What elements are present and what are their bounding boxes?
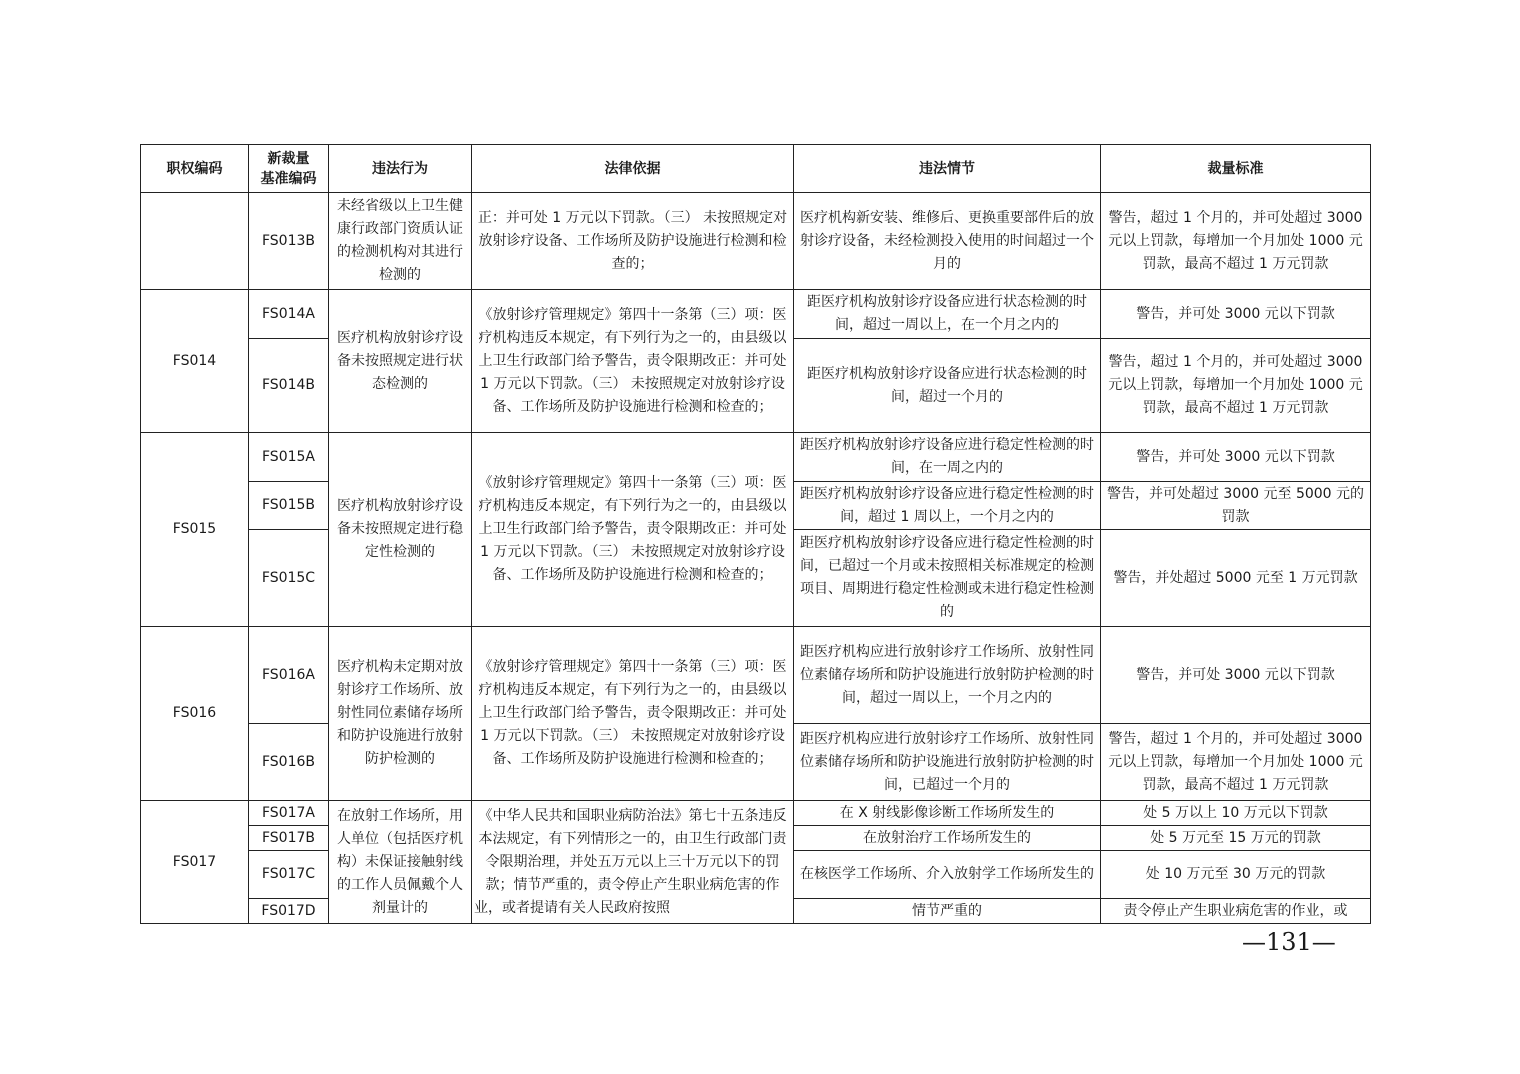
discretion-standard-table: [140, 144, 1371, 924]
page-number: —131—: [1242, 928, 1336, 956]
standard-cell: 警告，并可处 3000 元以下罚款: [1101, 433, 1371, 482]
legal-basis-cell: 《中华人民共和国职业病防治法》第七十五条违反本法规定，有下列情形之一的，由卫生行政部门责令限期治理，并处五万元以上三十万元以下的罚款；情节严重的，责令停止产生职业病危害的作业，或者提请有关人民政府按照: [472, 801, 794, 924]
circumstance-cell: 距医疗机构应进行放射诊疗工作场所、放射性同位素储存场所和防护设施进行放射防护检测的时间，超过一周以上，一个月之内的: [794, 627, 1101, 724]
legal-basis-cell: 《放射诊疗管理规定》第四十一条第（三）项：医疗机构违反本规定，有下列行为之一的，由县级以上卫生行政部门给予警告，责令限期改正：并可处 1 万元以下罚款。（三） 未按照规定对放射诊疗设备、工作场所及防护设施进行检测和检查的；: [472, 627, 794, 801]
standard-cell: 警告，超过 1 个月的，并可处超过 3000 元以上罚款，每增加一个月加处 1000 元罚款，最高不超过 1 万元罚款: [1101, 193, 1371, 290]
table-row: [141, 193, 1371, 290]
authority-code-cell: FS015: [141, 433, 249, 627]
circumstance-cell: 距医疗机构放射诊疗设备应进行状态检测的时间，超过一个月的: [794, 339, 1101, 433]
table-header-row: [141, 145, 1371, 193]
new-code-cell: FS013B: [249, 193, 329, 290]
standard-cell: 处 5 万元至 15 万元的罚款: [1101, 826, 1371, 851]
standard-cell: 警告，超过 1 个月的，并可处超过 3000 元以上罚款，每增加一个月加处 1000 元罚款，最高不超过 1 万元罚款: [1101, 724, 1371, 801]
new-code-cell: FS016A: [249, 627, 329, 724]
legal-basis-cell: 《放射诊疗管理规定》第四十一条第（三）项：医疗机构违反本规定，有下列行为之一的，由县级以上卫生行政部门给予警告，责令限期改正：并可处 1 万元以下罚款。（三） 未按照规定对放射诊疗设备、工作场所及防护设施进行检测和检查的；: [472, 433, 794, 627]
standard-cell: 警告，超过 1 个月的，并可处超过 3000 元以上罚款，每增加一个月加处 1000 元罚款，最高不超过 1 万元罚款: [1101, 339, 1371, 433]
authority-code-cell: FS016: [141, 627, 249, 801]
violation-cell: 未经省级以上卫生健康行政部门资质认证的检测机构对其进行检测的: [329, 193, 472, 290]
new-code-cell: FS017D: [249, 899, 329, 924]
standard-cell: 处 5 万以上 10 万元以下罚款: [1101, 801, 1371, 826]
new-code-cell: FS017A: [249, 801, 329, 826]
new-code-cell: FS017C: [249, 851, 329, 899]
standard-cell: 警告，并可处 3000 元以下罚款: [1101, 290, 1371, 339]
header-violation: 违法行为: [329, 145, 472, 193]
new-code-cell: FS015B: [249, 482, 329, 530]
table-row: [141, 433, 1371, 482]
new-code-cell: FS015C: [249, 530, 329, 627]
header-authority-code: 职权编码: [141, 145, 249, 193]
header-circumstance: 违法情节: [794, 145, 1101, 193]
standard-cell: 警告，并可处 3000 元以下罚款: [1101, 627, 1371, 724]
circumstance-cell: 在核医学工作场所、介入放射学工作场所发生的: [794, 851, 1101, 899]
circumstance-cell: 在 X 射线影像诊断工作场所发生的: [794, 801, 1101, 826]
authority-code-cell: FS017: [141, 801, 249, 924]
circumstance-cell: 在放射治疗工作场所发生的: [794, 826, 1101, 851]
violation-cell: 医疗机构放射诊疗设备未按照规定进行状态检测的: [329, 290, 472, 433]
standard-cell: 责令停止产生职业病危害的作业，或: [1101, 899, 1371, 924]
circumstance-cell: 医疗机构新安装、维修后、更换重要部件后的放射诊疗设备，未经检测投入使用的时间超过一个月的: [794, 193, 1101, 290]
table-row: [141, 290, 1371, 339]
circumstance-cell: 距医疗机构应进行放射诊疗工作场所、放射性同位素储存场所和防护设施进行放射防护检测的时间，已超过一个月的: [794, 724, 1101, 801]
standard-cell: 警告，并可处超过 3000 元至 5000 元的罚款: [1101, 482, 1371, 530]
header-standard: 裁量标准: [1101, 145, 1371, 193]
new-code-cell: FS014A: [249, 290, 329, 339]
standard-cell: 警告，并处超过 5000 元至 1 万元罚款: [1101, 530, 1371, 627]
circumstance-cell: 距医疗机构放射诊疗设备应进行状态检测的时间，超过一周以上，在一个月之内的: [794, 290, 1101, 339]
circumstance-cell: 情节严重的: [794, 899, 1101, 924]
table-row: [141, 801, 1371, 826]
new-code-cell: FS014B: [249, 339, 329, 433]
authority-code-cell-empty: [141, 193, 249, 290]
circumstance-cell: 距医疗机构放射诊疗设备应进行稳定性检测的时间，已超过一个月或未按照相关标准规定的检测项目、周期进行稳定性检测或未进行稳定性检测的: [794, 530, 1101, 627]
circumstance-cell: 距医疗机构放射诊疗设备应进行稳定性检测的时间，在一周之内的: [794, 433, 1101, 482]
legal-basis-cell: 正：并可处 1 万元以下罚款。（三） 未按照规定对放射诊疗设备、工作场所及防护设施进行检测和检查的；: [472, 193, 794, 290]
authority-code-cell: FS014: [141, 290, 249, 433]
new-code-cell: FS016B: [249, 724, 329, 801]
violation-cell: 医疗机构放射诊疗设备未按照规定进行稳定性检测的: [329, 433, 472, 627]
standard-cell: 处 10 万元至 30 万元的罚款: [1101, 851, 1371, 899]
violation-cell: 医疗机构未定期对放射诊疗工作场所、放射性同位素储存场所和防护设施进行放射防护检测的: [329, 627, 472, 801]
legal-basis-cell: 《放射诊疗管理规定》第四十一条第（三）项：医疗机构违反本规定，有下列行为之一的，由县级以上卫生行政部门给予警告，责令限期改正：并可处 1 万元以下罚款。（三） 未按照规定对放射诊疗设备、工作场所及防护设施进行检测和检查的；: [472, 290, 794, 433]
header-legal-basis: 法律依据: [472, 145, 794, 193]
header-new-code: 新裁量 基准编码: [249, 145, 329, 193]
violation-cell: 在放射工作场所，用人单位（包括医疗机构）未保证接触射线的工作人员佩戴个人剂量计的: [329, 801, 472, 924]
new-code-cell: FS015A: [249, 433, 329, 482]
new-code-cell: FS017B: [249, 826, 329, 851]
circumstance-cell: 距医疗机构放射诊疗设备应进行稳定性检测的时间，超过 1 周以上，一个月之内的: [794, 482, 1101, 530]
table-row: [141, 627, 1371, 724]
